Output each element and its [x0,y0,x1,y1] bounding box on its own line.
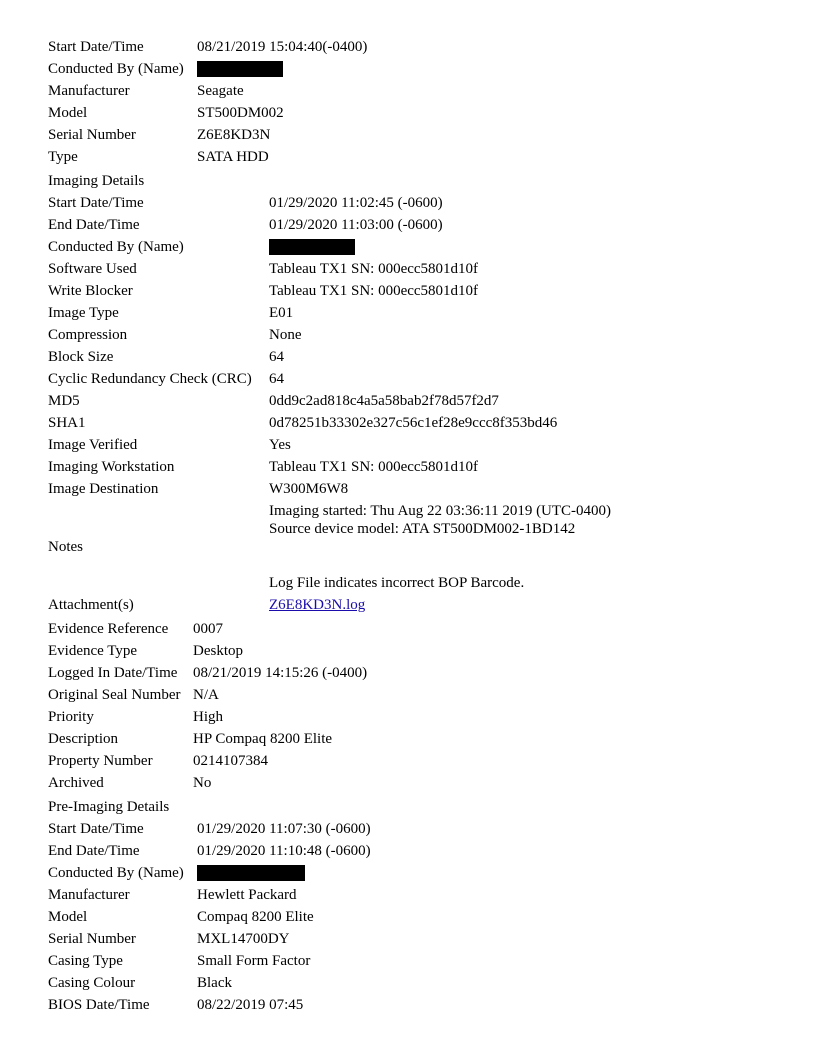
field-label: Cyclic Redundancy Check (CRC) [48,371,252,387]
field-value: Z6E8KD3N [197,127,271,143]
field-label: Write Blocker [48,283,133,299]
field-label: Conducted By (Name) [48,865,184,881]
pre-imaging-details-heading: Pre-Imaging Details [48,799,170,815]
field-value: Hewlett Packard [197,887,297,903]
field-value: 01/29/2020 11:10:48 (-0600) [197,843,371,859]
attachment-link[interactable]: Z6E8KD3N.log [269,597,366,613]
field-value: 0007 [193,621,223,637]
field-value: None [269,327,302,343]
redacted-name-block [197,61,283,77]
field-label: Evidence Type [48,643,138,659]
field-label: Conducted By (Name) [48,61,184,77]
field-label: Image Destination [48,481,159,497]
notes-value [269,502,611,538]
field-value: 64 [269,371,284,387]
field-label: Manufacturer [48,887,130,903]
field-label: BIOS Date/Time [48,997,150,1013]
field-value: 08/22/2019 07:45 [197,997,304,1013]
field-label: Serial Number [48,931,136,947]
notes-line: Imaging started: Thu Aug 22 03:36:11 2019 (UTC-0400) [269,503,612,519]
field-value: 0214107384 [193,753,268,769]
field-label: Original Seal Number [48,687,181,703]
field-label: Casing Type [48,953,123,969]
field-value: 01/29/2020 11:02:45 (-0600) [269,195,443,211]
field-label: End Date/Time [48,843,140,859]
field-value: W300M6W8 [269,481,349,497]
notes-label: Notes [48,539,83,555]
field-label: Software Used [48,261,137,277]
field-label: Logged In Date/Time [48,665,178,681]
notes-line: Log File indicates incorrect BOP Barcode. [269,575,525,591]
field-value: 64 [269,349,284,365]
field-label: Type [48,149,78,165]
field-value: ST500DM002 [197,105,284,121]
field-label: Archived [48,775,104,791]
field-value: Black [197,975,232,991]
field-label: Start Date/Time [48,821,144,837]
field-label: Image Verified [48,437,138,453]
field-label: Model [48,105,88,121]
field-label: Imaging Workstation [48,459,175,475]
field-value: 01/29/2020 11:03:00 (-0600) [269,217,443,233]
field-label: Start Date/Time [48,39,144,55]
field-label: Property Number [48,753,153,769]
field-value: Small Form Factor [197,953,311,969]
imaging-details-heading: Imaging Details [48,173,145,189]
field-label: SHA1 [48,415,86,431]
field-label: Model [48,909,88,925]
field-value: No [193,775,212,791]
field-label: Evidence Reference [48,621,169,637]
notes-line: Source device model: ATA ST500DM002-1BD142 [269,521,576,537]
field-value: 08/21/2019 14:15:26 (-0400) [193,665,368,681]
field-value: 01/29/2020 11:07:30 (-0600) [197,821,371,837]
redacted-name-block [197,865,305,881]
field-label: Manufacturer [48,83,130,99]
field-value: Desktop [193,643,243,659]
field-label: Start Date/Time [48,195,144,211]
field-value: High [193,709,223,725]
field-label: Image Type [48,305,119,321]
field-label: Conducted By (Name) [48,239,184,255]
field-value: Tableau TX1 SN: 000ecc5801d10f [269,459,479,475]
redacted-name-block [269,239,355,255]
field-label: Casing Colour [48,975,136,991]
field-value: 0dd9c2ad818c4a5a58bab2f78d57f2d7 [269,393,499,409]
field-value: Tableau TX1 SN: 000ecc5801d10f [269,283,479,299]
field-value: SATA HDD [197,149,269,165]
field-value: HP Compaq 8200 Elite [193,731,333,747]
field-value: 0d78251b33302e327c56c1ef28e9ccc8f353bd46 [269,415,558,431]
field-label: Attachment(s) [48,597,134,613]
field-label: Block Size [48,349,114,365]
field-label: Serial Number [48,127,136,143]
field-label: End Date/Time [48,217,140,233]
field-value: 08/21/2019 15:04:40(-0400) [197,39,368,55]
field-value: MXL14700DY [197,931,290,947]
field-label: Priority [48,709,94,725]
field-value: Tableau TX1 SN: 000ecc5801d10f [269,261,479,277]
field-value: E01 [269,305,294,321]
field-value: Compaq 8200 Elite [197,909,314,925]
field-label: Description [48,731,118,747]
field-value: Seagate [197,83,244,99]
field-value: N/A [193,687,219,703]
field-label: Compression [48,327,128,343]
field-label: MD5 [48,393,80,409]
field-value: Yes [269,437,291,453]
